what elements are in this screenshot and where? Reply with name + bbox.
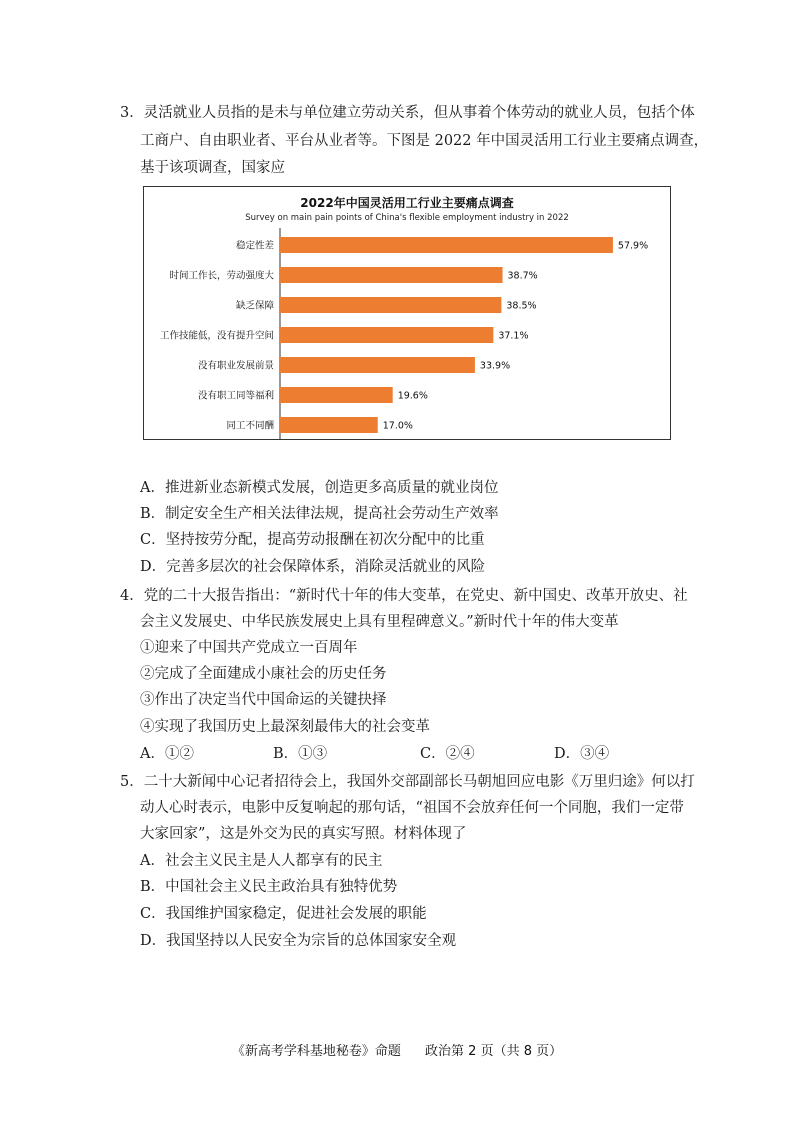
q3-option-d: D．完善多层次的社会保障体系，消除灵活就业的风险 — [140, 559, 486, 575]
chart-plot — [144, 187, 670, 439]
chart-title: 2022年中国灵活用工行业主要痛点调查 — [300, 196, 514, 210]
q5-option-d: D．我国坚持以人民安全为宗旨的总体国家安全观 — [140, 933, 457, 949]
data-label: 38.5% — [506, 300, 537, 312]
q3-stem-line: 3．灵活就业人员指的是未与单位建立劳动关系，但从事着个体劳动的就业人员，包括个体 — [120, 105, 695, 121]
q5-option-b: B．中国社会主义民主政治具有独特优势 — [140, 879, 398, 895]
bar — [280, 267, 503, 283]
category-label: 没有职业发展前景 — [197, 360, 274, 372]
data-label: 57.9% — [617, 240, 649, 252]
chart-subtitle: Survey on main pain points of China's flexible employment industry in 2022 — [245, 213, 569, 223]
q3-option-a: A．推进新业态新模式发展，创造更多高质量的就业岗位 — [140, 480, 499, 496]
q4-item-1: ①迎来了中国共产党成立一百周年 — [140, 640, 358, 656]
category-label: 稳定性差 — [235, 240, 274, 252]
q4-item-4: ④实现了我国历史上最深刻最伟大的社会变革 — [140, 719, 430, 735]
q5-option-a: A．社会主义民主是人人都享有的民主 — [140, 853, 383, 869]
bar — [280, 417, 378, 433]
q4-item-3: ③作出了决定当代中国命运的关键抉择 — [140, 692, 387, 708]
bar — [280, 297, 501, 313]
category-label: 同工不同酬 — [226, 420, 274, 432]
q5-stem-line: 大家回家”，这是外交为民的真实写照。材料体现了 — [140, 826, 467, 842]
q4-choice-d: D．③④ — [554, 746, 610, 762]
category-label: 时间工作长，劳动强度大 — [169, 270, 274, 282]
category-label: 没有职工同等福利 — [197, 390, 274, 402]
data-label: 19.6% — [397, 390, 428, 402]
q3-stem-line: 基于该项调查，国家应 — [140, 160, 285, 176]
page-footer — [0, 1040, 794, 1059]
category-label: 工作技能低，没有提升空间 — [159, 330, 274, 342]
q3-stem-line: 工商户、自由职业者、平台从业者等。下图是 2022 年中国灵活用工行业主要痛点调查， — [140, 133, 709, 149]
bar — [280, 387, 393, 403]
q5-stem-line: 动人心时表示，电影中反复响起的那句话，“祖国不会放弃任何一个同胞，我们一定带 — [140, 800, 684, 816]
q5-stem-line: 5．二十大新闻中心记者招待会上，我国外交部副部长马朝旭回应电影《万里归途》何以打 — [120, 774, 695, 790]
bar — [280, 357, 475, 373]
data-label: 37.1% — [498, 330, 529, 342]
data-label: 38.7% — [507, 270, 538, 282]
category-label: 缺乏保障 — [235, 300, 274, 312]
q4-choice-c: C．②④ — [420, 746, 475, 762]
q3-option-b: B．制定安全生产相关法律法规，提高社会劳动生产效率 — [140, 506, 499, 522]
q4-stem-line: 会主义发展史、中华民族发展史上具有里程碑意义。”新时代十年的伟大变革 — [140, 614, 619, 630]
q4-choice-a: A．①② — [140, 746, 194, 762]
data-label: 17.0% — [382, 420, 413, 432]
footer-page-number: 政治第 2 页（共 8 页） — [425, 1044, 563, 1059]
pain-points-chart — [143, 186, 671, 440]
bar — [280, 237, 613, 253]
q3-option-c: C．坚持按劳分配，提高劳动报酬在初次分配中的比重 — [140, 532, 485, 548]
footer-source: 《新高考学科基地秘卷》命题 — [231, 1044, 401, 1059]
q4-item-2: ②完成了全面建成小康社会的历史任务 — [140, 666, 387, 682]
q5-option-c: C．我国维护国家稳定，促进社会发展的职能 — [140, 906, 427, 922]
q4-stem-line: 4．党的二十大报告指出：“新时代十年的伟大变革，在党史、新中国史、改革开放史、社 — [120, 588, 688, 604]
data-label: 33.9% — [479, 360, 511, 372]
q4-choices — [140, 744, 660, 764]
bar — [280, 327, 493, 343]
q4-choice-b: B．①③ — [273, 746, 328, 762]
